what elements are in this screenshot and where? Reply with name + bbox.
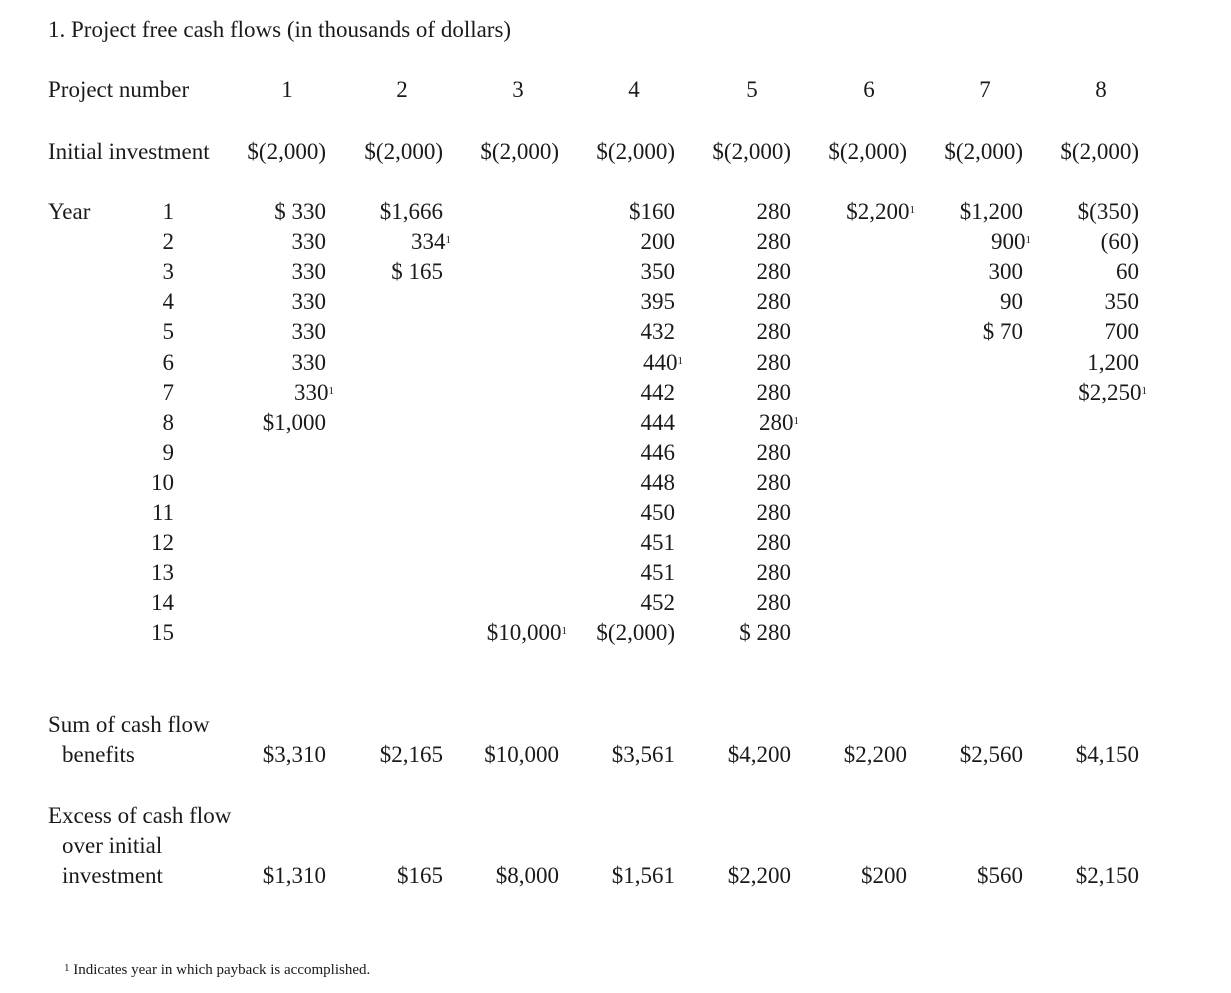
cash-flow-p7-y3: [893, 258, 1023, 286]
cash-flow-value: 330: [294, 379, 329, 405]
cash-flow-p1-y5: [196, 318, 326, 346]
cash-flow-value: 280: [756, 530, 791, 556]
cash-flow-p1-y6: [196, 349, 326, 377]
cash-flow-p4-y2: [545, 228, 675, 256]
cash-flow-value: 452: [640, 590, 675, 616]
sum-2: $2,165: [379, 742, 443, 767]
cash-flow-p4-y7: [545, 379, 675, 407]
year-9: 9: [162, 439, 174, 465]
cash-flow-value: 330: [291, 349, 326, 375]
cash-flow-p4-y11: [545, 499, 675, 527]
cash-flow-p4-y14: [545, 589, 675, 617]
footnote-text: Indicates year in which payback is accomplished.: [73, 962, 371, 978]
cash-flow-p7-y1: [893, 198, 1023, 226]
cash-flow-value: 442: [640, 379, 675, 405]
year-14: 14: [151, 590, 174, 616]
cash-flow-value: 280: [756, 319, 791, 345]
sum-4: $3,561: [611, 742, 675, 767]
cash-flow-value: $1,666: [379, 199, 443, 224]
cash-flow-value: $2,250: [1078, 379, 1142, 405]
cash-flow-value: 330: [291, 319, 326, 345]
cash-flow-value: $ 330: [274, 199, 326, 224]
payback-marker: 1: [561, 625, 567, 638]
cash-flow-p4-y15: [545, 619, 675, 647]
cash-flow-p5-y2: [661, 228, 791, 256]
year-8: 8: [162, 409, 174, 435]
cash-flow-value: 200: [640, 229, 675, 255]
footnote-marker: 1: [64, 962, 70, 974]
cash-flow-value: 300: [988, 259, 1023, 285]
initial-investment-8: $(2,000): [1060, 139, 1139, 164]
cash-flow-p8-y6: [1009, 349, 1139, 377]
cash-flow-value: 444: [640, 409, 675, 435]
cash-flow-value: 448: [640, 469, 675, 495]
cash-flow-value: 280: [759, 409, 794, 435]
cash-flow-p5-y7: [661, 379, 791, 407]
cash-flow-value: $(2,000): [596, 620, 675, 646]
cash-flow-p1-y1: [196, 198, 326, 226]
cash-flow-value: 451: [640, 560, 675, 586]
cash-flow-value: 280: [756, 289, 791, 315]
cash-flow-p5-y3: [661, 258, 791, 286]
project-number-3: 3: [512, 77, 524, 102]
sum-8: $4,150: [1075, 742, 1139, 767]
payback-marker: 1: [328, 384, 334, 397]
excess-label-line3: investment: [62, 863, 163, 888]
cash-flow-value: 280: [756, 199, 791, 224]
cash-flow-p5-y8: [669, 409, 799, 437]
initial-investment-7: $(2,000): [944, 139, 1023, 164]
payback-marker: 1: [677, 354, 683, 367]
cash-flow-p4-y5: [545, 318, 675, 346]
year-11: 11: [151, 500, 174, 525]
project-number-6: 6: [863, 77, 875, 102]
cash-flow-p1-y7: [204, 379, 334, 407]
cash-flow-p5-y5: [661, 318, 791, 346]
cash-flow-value: 280: [756, 379, 791, 405]
cash-flow-value: 60: [1116, 259, 1139, 285]
cash-flow-p1-y8: [196, 409, 326, 437]
payback-marker: 1: [909, 204, 915, 216]
payback-marker: 1: [1141, 384, 1147, 397]
cash-flow-p4-y9: [545, 439, 675, 467]
cash-flow-p5-y15: [661, 619, 791, 647]
table-title: 1. Project free cash flows (in thousands of dollars): [48, 17, 512, 42]
sum-7: $2,560: [959, 742, 1023, 767]
cash-flow-value: (60): [1100, 229, 1139, 255]
project-number-5: 5: [746, 77, 758, 102]
project-number-4: 4: [628, 77, 640, 102]
project-number-1: 1: [281, 77, 293, 102]
initial-investment-label: Initial investment: [48, 139, 210, 164]
cash-flow-value: 280: [756, 500, 791, 525]
cash-flow-value: 446: [640, 439, 675, 465]
cash-flow-p1-y3: [196, 258, 326, 286]
year-10: 10: [151, 469, 174, 495]
initial-investment-4: $(2,000): [596, 139, 675, 164]
year-6: 6: [162, 349, 174, 375]
cash-flow-p7-y5: [893, 318, 1023, 346]
footnote: [64, 956, 370, 984]
cash-flow-p8-y1: [1009, 198, 1139, 226]
cash-flow-value: 280: [756, 439, 791, 465]
year-1: 1: [162, 199, 174, 224]
year-label: Year: [48, 199, 91, 224]
cash-flow-value: $ 70: [982, 319, 1023, 345]
year-2: 2: [162, 229, 174, 255]
initial-investment-1: $(2,000): [247, 139, 326, 164]
cash-flow-value: 330: [291, 229, 326, 255]
cash-flow-value: 395: [640, 289, 675, 315]
cash-flow-p8-y4: [1009, 288, 1139, 316]
cash-flow-p4-y3: [545, 258, 675, 286]
cash-flow-value: $ 165: [391, 259, 443, 285]
excess-4: $1,561: [611, 863, 675, 888]
cash-flow-p5-y10: [661, 469, 791, 497]
sum-5: $4,200: [727, 742, 791, 767]
excess-8: $2,150: [1075, 863, 1139, 888]
cash-flow-value: $1,200: [959, 199, 1023, 224]
sum-6: $2,200: [843, 742, 907, 767]
initial-investment-6: $(2,000): [828, 139, 907, 164]
year-5: 5: [162, 319, 174, 345]
cash-flow-p7-y4: [893, 288, 1023, 316]
excess-2: $165: [397, 863, 443, 888]
year-15: 15: [151, 620, 174, 646]
cash-flow-value: $2,200: [846, 199, 910, 224]
cash-flow-p8-y5: [1009, 318, 1139, 346]
cash-flow-value: 334: [411, 229, 446, 255]
cash-flow-p4-y4: [545, 288, 675, 316]
cash-flow-value: 280: [756, 349, 791, 375]
payback-marker: 1: [793, 414, 799, 427]
cash-flow-value: 432: [640, 319, 675, 345]
sum-3: $10,000: [484, 742, 559, 767]
year-4: 4: [162, 289, 174, 315]
project-number-7: 7: [979, 77, 991, 102]
cash-flow-value: 280: [756, 560, 791, 586]
cash-flow-p5-y13: [661, 559, 791, 587]
year-3: 3: [162, 259, 174, 285]
project-number-label: Project number: [48, 77, 190, 102]
cash-flow-p8-y3: [1009, 258, 1139, 286]
payback-marker: 1: [1025, 234, 1031, 247]
cash-flow-value: 280: [756, 229, 791, 255]
excess-7: $560: [977, 863, 1023, 888]
cash-flow-value: 330: [291, 259, 326, 285]
cash-flow-p2-y3: [313, 258, 443, 286]
cash-flow-p4-y8: [545, 409, 675, 437]
cash-flow-p1-y4: [196, 288, 326, 316]
cash-flow-p2-y2: [321, 228, 451, 256]
sum-label-line2: benefits: [62, 742, 135, 767]
cash-flow-value: 350: [1104, 289, 1139, 315]
initial-investment-2: $(2,000): [364, 139, 443, 164]
cash-flow-value: 700: [1104, 319, 1139, 345]
project-number-8: 8: [1095, 77, 1107, 102]
excess-6: $200: [861, 863, 907, 888]
cash-flow-value: $(350): [1077, 199, 1139, 224]
sum-1: $3,310: [262, 742, 326, 767]
cash-flow-value: 280: [756, 590, 791, 616]
cash-flow-p5-y9: [661, 439, 791, 467]
cash-flow-p1-y2: [196, 228, 326, 256]
excess-1: $1,310: [262, 863, 326, 888]
cash-flow-p5-y1: [661, 198, 791, 226]
cash-flow-value: 280: [756, 469, 791, 495]
excess-label-line2: over initial: [62, 833, 163, 858]
sum-label-line1: Sum of cash flow: [48, 712, 210, 737]
year-13: 13: [151, 560, 174, 586]
cash-flow-value: $1,000: [262, 409, 326, 435]
cash-flow-value: 450: [640, 500, 675, 525]
cash-flow-p4-y13: [545, 559, 675, 587]
cash-flow-p2-y1: [313, 198, 443, 226]
cash-flow-value: 451: [640, 530, 675, 556]
cash-flow-p5-y12: [661, 529, 791, 557]
cash-flow-value: $10,000: [486, 620, 562, 646]
cash-flow-p8-y7: [1017, 379, 1147, 407]
payback-marker: 1: [445, 234, 451, 247]
cash-flow-value: 280: [756, 259, 791, 285]
cash-flow-value: 330: [291, 289, 326, 315]
excess-3: $8,000: [495, 863, 559, 888]
cash-flow-p8-y2: [1009, 228, 1139, 256]
project-number-2: 2: [396, 77, 408, 102]
cash-flow-p5-y14: [661, 589, 791, 617]
cash-flow-p5-y11: [661, 499, 791, 527]
excess-5: $2,200: [727, 863, 791, 888]
cash-flow-value: $160: [629, 199, 675, 224]
cash-flow-value: 350: [640, 259, 675, 285]
year-12: 12: [151, 530, 174, 556]
excess-label-line1: Excess of cash flow: [48, 803, 232, 828]
initial-investment-5: $(2,000): [712, 139, 791, 164]
cash-flow-p4-y12: [545, 529, 675, 557]
cash-flow-p4-y1: [545, 198, 675, 226]
initial-investment-3: $(2,000): [480, 139, 559, 164]
cash-flow-value: 1,200: [1087, 349, 1139, 375]
cash-flow-value: 440: [643, 349, 678, 375]
cash-flow-value: $ 280: [739, 620, 791, 646]
cash-flow-p5-y6: [661, 349, 791, 377]
cash-flow-value: 900: [991, 229, 1026, 255]
cash-flow-value: 90: [1000, 289, 1023, 315]
cash-flow-p4-y10: [545, 469, 675, 497]
year-7: 7: [162, 379, 174, 405]
cash-flow-p5-y4: [661, 288, 791, 316]
